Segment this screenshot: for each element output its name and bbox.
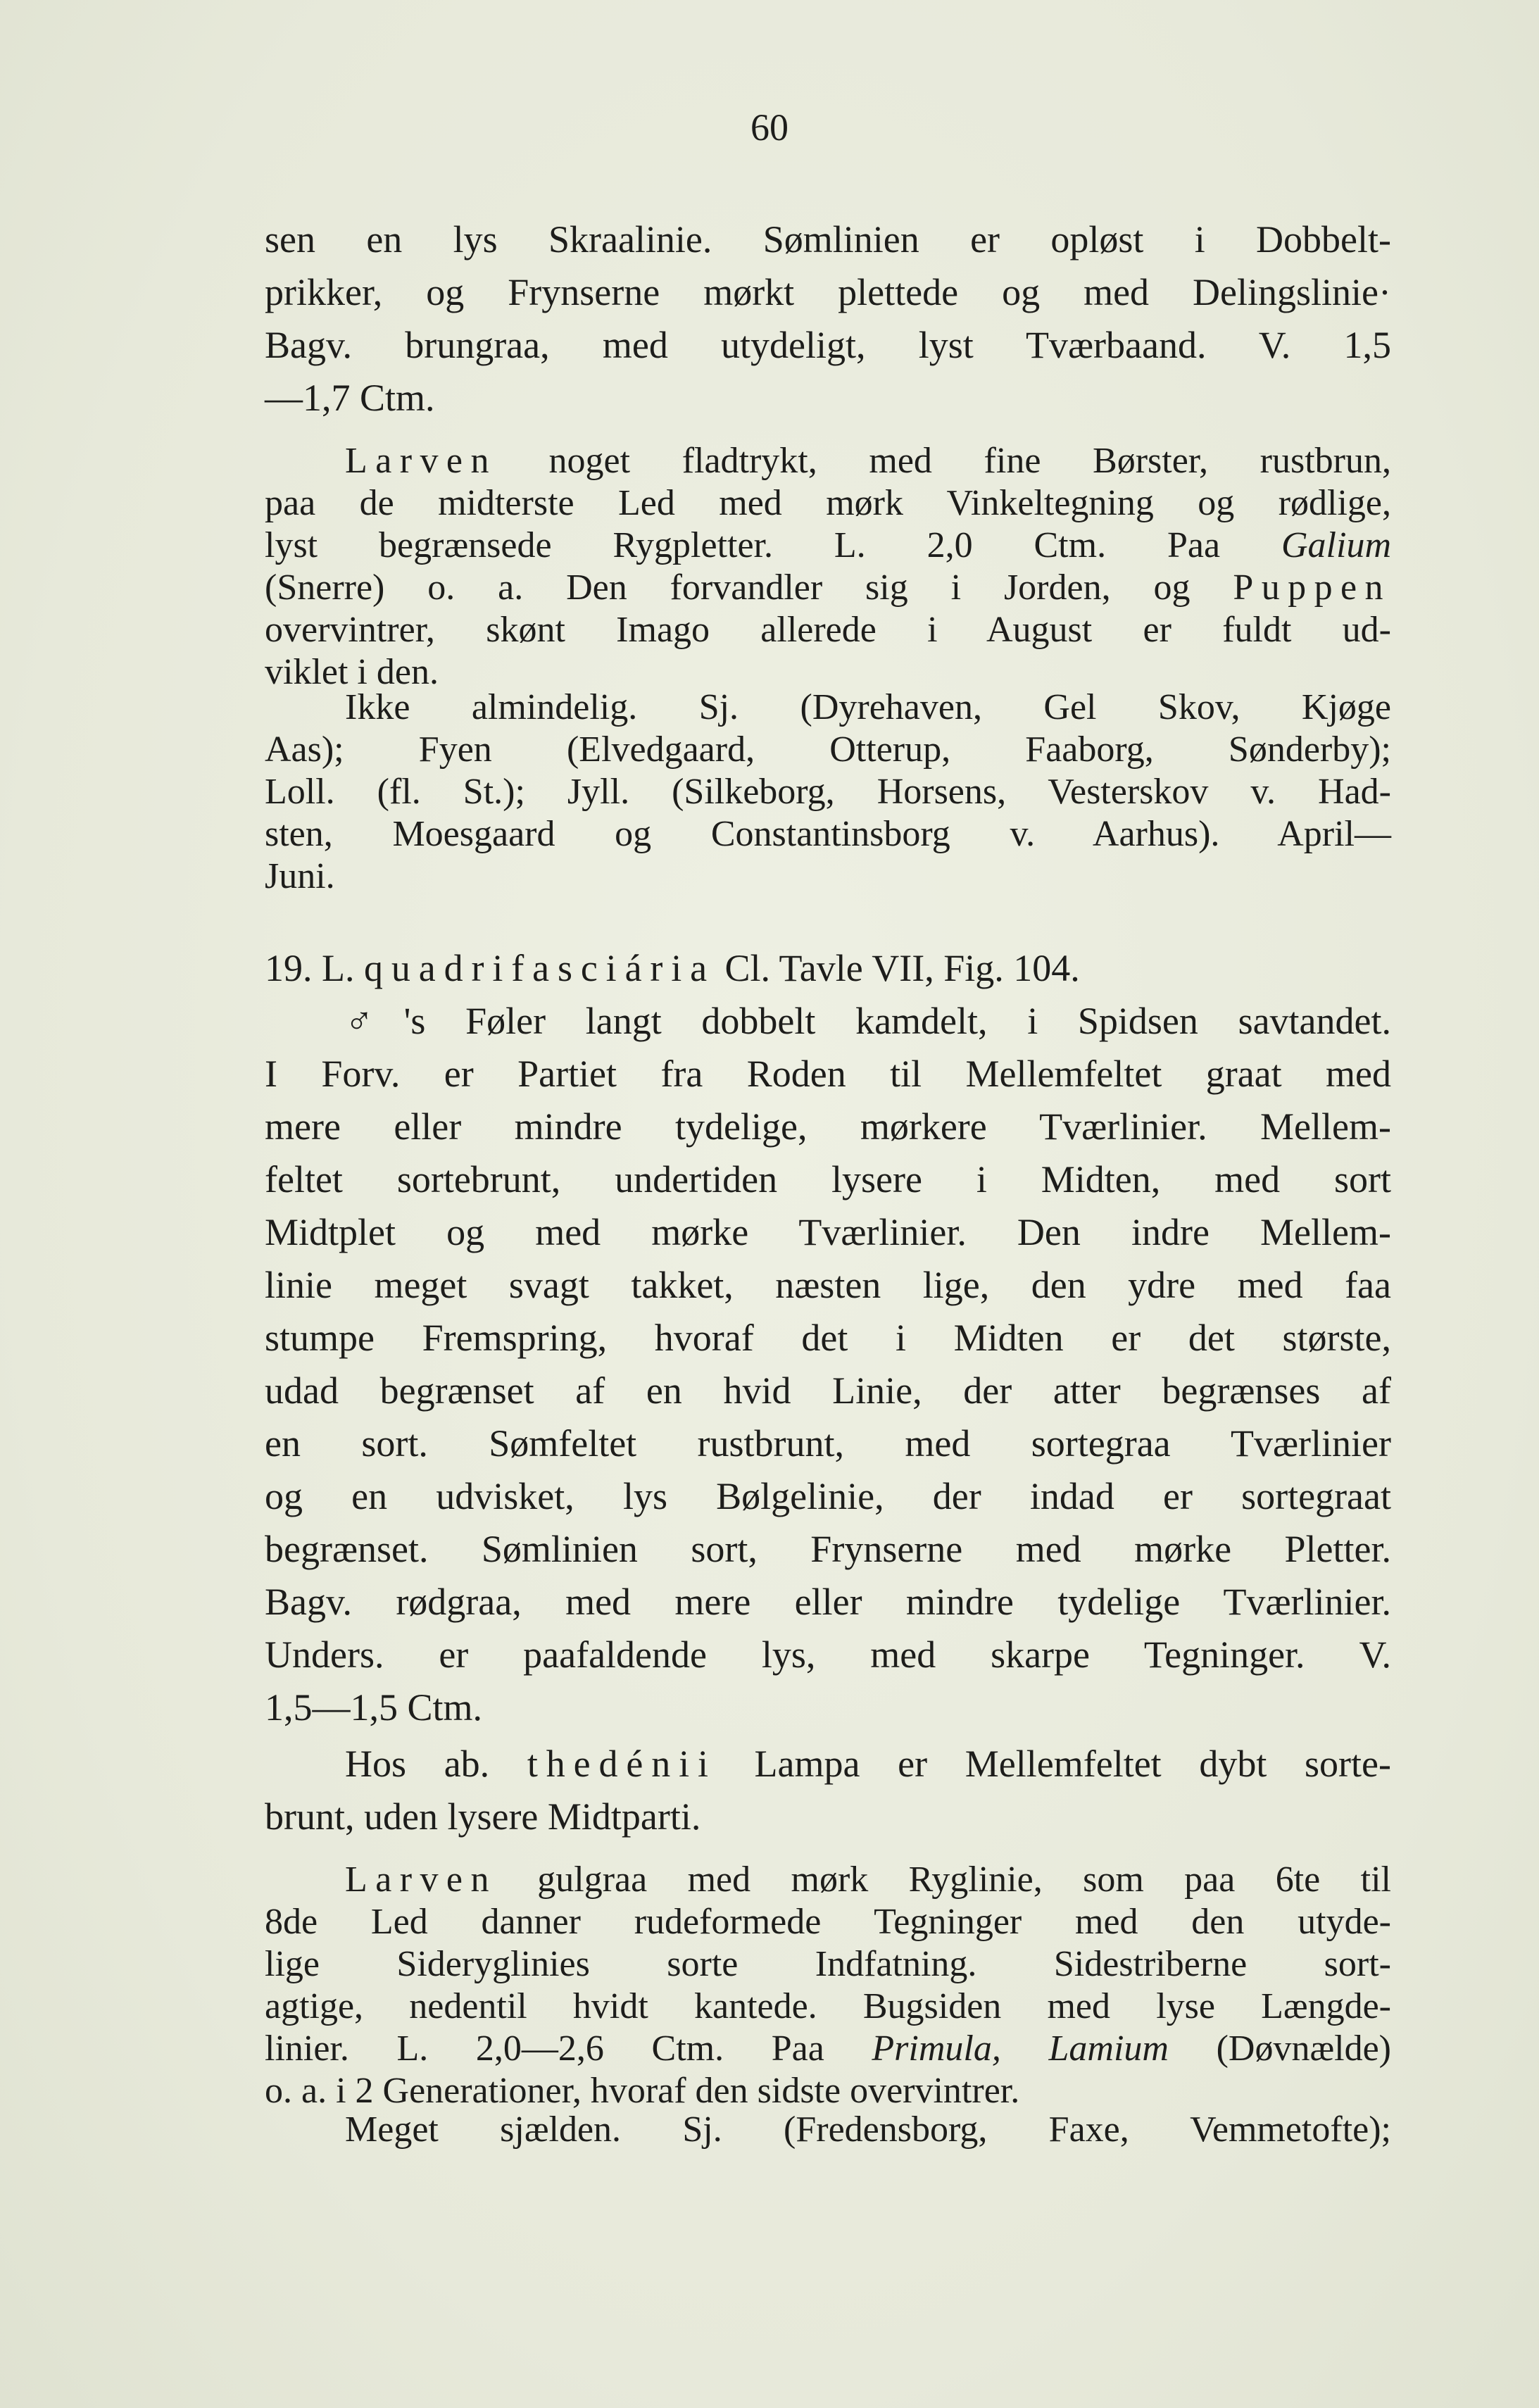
larva-paragraph-line: Larven noget fladtrykt, med fine Børster, rustbrun, — [345, 441, 1391, 481]
description-line: linie meget svagt takket, næsten lige, den ydre med faa — [265, 1264, 1391, 1306]
species-heading: 19. L. quadrifasciária Cl. Tavle VII, Fig. 104. — [265, 947, 1080, 989]
text-line: Aas); Fyen (Elvedgaard, Otterup, Faaborg, Sønderby); — [265, 729, 1391, 770]
description-line: Unders. er paafaldende lys, med skarpe Tegninger. V. — [265, 1633, 1391, 1676]
text-line: Bagv. brungraa, med utydeligt, lyst Tværbaand. V. 1,5 — [265, 324, 1391, 366]
species-name: quadrifasciária — [364, 947, 716, 989]
description-line: ♂'s Føler langt dobbelt kamdelt, i Spidsen savtandet. — [345, 1000, 1391, 1042]
description-line: I Forv. er Partiet fra Roden til Mellemfeltet graat med — [265, 1053, 1391, 1095]
description-line: Midtplet og med mørke Tværlinier. Den indre Mellem- — [265, 1211, 1391, 1253]
species-italic: Primula, Lamium — [872, 2028, 1169, 2069]
species-italic: Galium — [1281, 525, 1391, 565]
description-line: begrænset. Sømlinien sort, Frynserne med mørke Pletter. — [265, 1528, 1391, 1570]
description-line: mere eller mindre tydelige, mørkere Tværlinier. Mellem- — [265, 1105, 1391, 1148]
text-line: Loll. (fl. St.); Jyll. (Silkeborg, Horsens, Vesterskov v. Had- — [265, 772, 1391, 812]
description-line: en sort. Sømfeltet rustbrunt, med sortegraa Tværlinier — [265, 1422, 1391, 1465]
text-line: lyst begrænsede Rygpletter. L. 2,0 Ctm. Paa Galium — [265, 525, 1391, 565]
text-line: sen en lys Skraalinie. Sømlinien er opløst i Dobbelt- — [265, 218, 1391, 261]
text-line: 8de Led danner rudeformede Tegninger med den utyde- — [265, 1902, 1391, 1942]
text-line: agtige, nedentil hvidt kantede. Bugsiden med lyse Længde- — [265, 1986, 1391, 2026]
text-line: (Snerre) o. a. Den forvandler sig i Jorden, og Puppen — [265, 567, 1391, 608]
aberration-line: Hos ab. thedénii Lampa er Mellemfeltet dybt sorte- — [345, 1743, 1391, 1785]
larva-paragraph-line: Larven gulgraa med mørk Ryglinie, som paa 6te til — [345, 1860, 1391, 1900]
description-line: 1,5—1,5 Ctm. — [265, 1686, 483, 1729]
page-number: 60 — [750, 106, 789, 149]
description-line: Bagv. rødgraa, med mere eller mindre tydelige Tværlinier. — [265, 1581, 1391, 1623]
spaced-term: thedénii — [527, 1743, 717, 1785]
aberration-line: brunt, uden lysere Midtparti. — [265, 1795, 701, 1838]
text-line: linier. L. 2,0—2,6 Ctm. Paa Primula, Lamium (Døvnælde) — [265, 2028, 1391, 2069]
text-line: Ikke almindelig. Sj. (Dyrehaven, Gel Skov, Kjøge — [345, 687, 1391, 727]
text-line: prikker, og Frynserne mørkt plettede og med Delingslinie· — [265, 271, 1391, 313]
spaced-term: Puppen — [1233, 567, 1391, 608]
spaced-term: Larven — [345, 441, 497, 481]
text-line: Meget sjælden. Sj. (Fredensborg, Faxe, Vemmetofte); — [345, 2109, 1391, 2150]
text-line: overvintrer, skønt Imago allerede i August er fuldt ud- — [265, 610, 1391, 650]
text-line: —1,7 Ctm. — [265, 377, 435, 419]
description-line: stumpe Fremspring, hvoraf det i Midten er det største, — [265, 1317, 1391, 1359]
spaced-term: Larven — [345, 1860, 497, 1900]
text-line: lige Sideryglinies sorte Indfatning. Sidestriberne sort- — [265, 1944, 1391, 1984]
text-line: viklet i den. — [265, 652, 439, 692]
text-line: o. a. i 2 Generationer, hvoraf den sidste overvintrer. — [265, 2071, 1020, 2111]
description-line: og en udvisket, lys Bølgelinie, der indad er sortegraat — [265, 1475, 1391, 1517]
text-line: paa de midterste Led med mørk Vinkeltegning og rødlige, — [265, 483, 1391, 523]
text-line: sten, Moesgaard og Constantinsborg v. Aarhus). April— — [265, 814, 1391, 854]
description-line: feltet sortebrunt, undertiden lysere i Midten, med sort — [265, 1158, 1391, 1200]
text-line: Juni. — [265, 856, 335, 896]
description-line: udad begrænset af en hvid Linie, der atter begrænses af — [265, 1369, 1391, 1412]
